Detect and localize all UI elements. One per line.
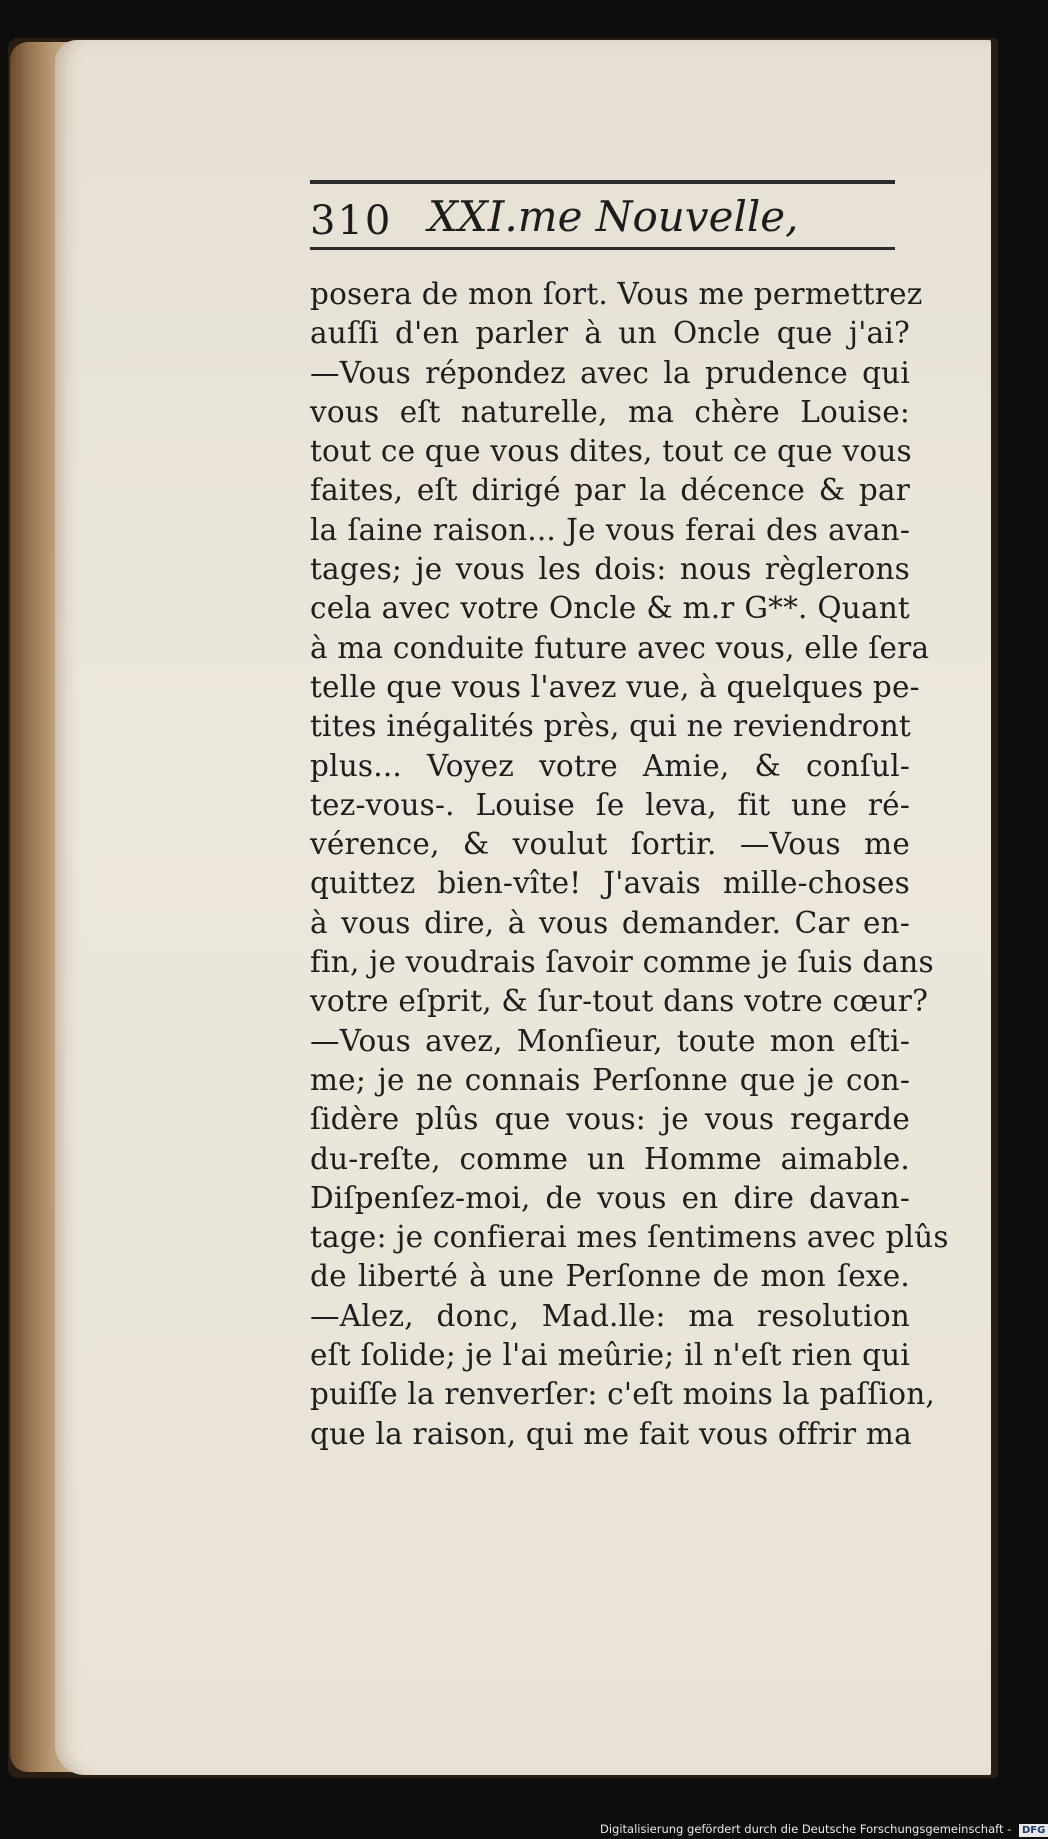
running-title: XXI.me Nouvelle, xyxy=(428,192,799,241)
header-rule-bottom xyxy=(310,247,895,250)
digitization-credit xyxy=(600,1821,1048,1837)
text-line: du-reſte, comme un Homme aimable. xyxy=(310,1141,910,1176)
text-line: ſidère plûs que vous: je vous regarde xyxy=(310,1102,910,1137)
page-header xyxy=(310,190,895,245)
text-line: —Alez, donc, Mad.lle: ma resolution xyxy=(310,1298,910,1333)
page-number: 310 xyxy=(310,198,393,244)
text-line: la ſaine raison... Je vous ferai des avan- xyxy=(310,512,910,547)
text-line: plus... Voyez votre Amie, & conſul- xyxy=(310,748,910,783)
text-line: vous eſt naturelle, ma chère Louise: xyxy=(310,394,910,429)
body-text xyxy=(310,275,949,1454)
text-line: telle que vous l'avez vue, à quelques pe- xyxy=(310,669,920,704)
text-line: quittez bien-vîte! J'avais mille-choses xyxy=(310,866,910,901)
text-line: tage: je confierai mes ſentimens avec plûs xyxy=(310,1220,949,1255)
text-line: fin, je voudrais ſavoir comme je ſuis dans xyxy=(310,945,934,980)
text-line: tites inégalités près, qui ne reviendront xyxy=(310,709,911,744)
text-line: me; je ne connais Perſonne que je con- xyxy=(310,1062,910,1097)
credit-text: Digitalisierung gefördert durch die Deutsche Forschungsgemeinschaft - xyxy=(600,1822,1012,1836)
text-line: posera de mon ſort. Vous me permettrez xyxy=(310,277,923,311)
text-line: de liberté à une Perſonne de mon ſexe. xyxy=(310,1259,910,1294)
text-line: à vous dire, à vous demander. Car en- xyxy=(310,905,910,940)
text-line: tages; je vous les dois: nous règlerons xyxy=(310,552,910,587)
text-line: eſt ſolide; je l'ai meûrie; il n'eſt rien qui xyxy=(310,1338,910,1373)
text-line: tez-vous-. Louise ſe leva, fit une ré- xyxy=(310,787,910,822)
text-line: faites, eſt dirigé par la décence & par xyxy=(310,473,910,508)
text-line: —Vous avez, Monſieur, toute mon eſti- xyxy=(310,1023,910,1058)
text-line: à ma conduite future avec vous, elle ſera xyxy=(310,630,930,665)
text-line: puiſſe la renverſer: c'eſt moins la paſſion, xyxy=(310,1377,935,1412)
text-line: —Vous répondez avec la prudence qui xyxy=(310,355,910,390)
text-line: auſſi d'en parler à un Oncle que j'ai? xyxy=(310,316,910,351)
text-line: vérence, & voulut ſortir. —Vous me xyxy=(310,827,910,862)
text-line: tout ce que vous dites, tout ce que vous xyxy=(310,434,912,469)
header-rule-top xyxy=(310,180,895,184)
text-line: cela avec votre Oncle & m.r G**. Quant xyxy=(310,591,910,626)
text-line: votre eſprit, & ſur-tout dans votre cœur? xyxy=(310,984,929,1019)
text-line: Diſpenſez-moi, de vous en dire davan- xyxy=(310,1180,910,1215)
text-line: que la raison, qui me fait vous offrir ma xyxy=(310,1416,912,1451)
dfg-logo: DFG xyxy=(1019,1824,1048,1837)
